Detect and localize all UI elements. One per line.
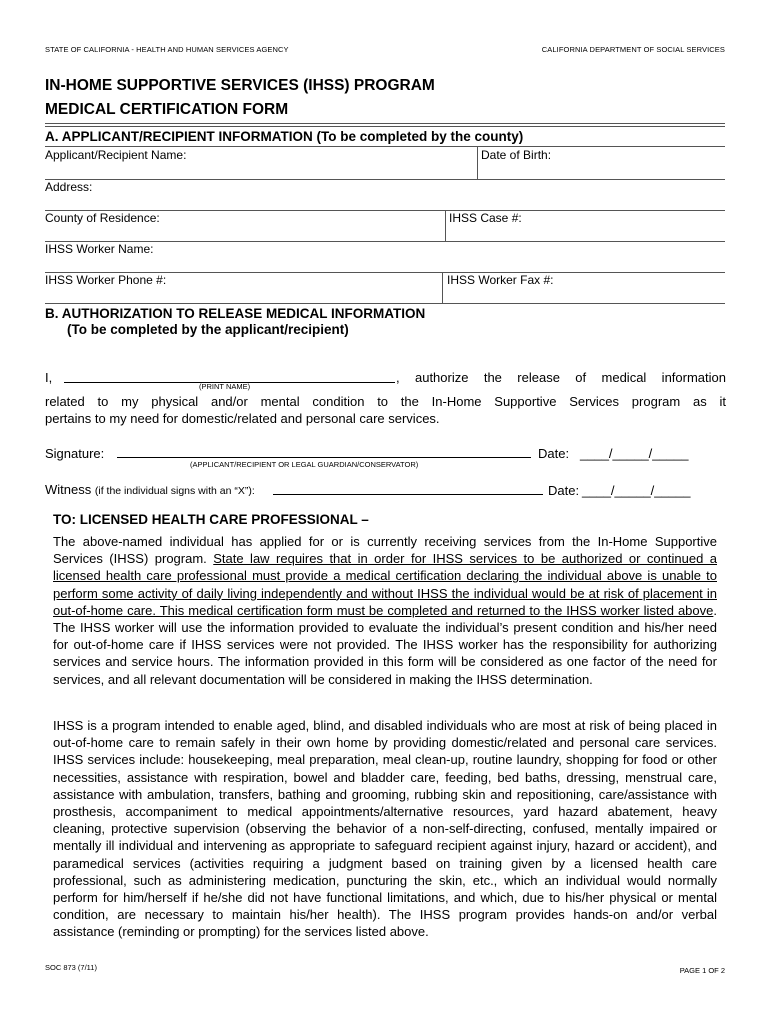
witness-label-group [45,482,255,497]
witness-note: (if the individual signs with an “X”): [94,485,255,497]
witness-date-label: Date: [548,483,580,498]
p1-rest: . The IHSS worker will use the information provided to evaluate the individual’s present condition and his/her need for out-of-home care if IHSS services were not provided. The IHSS worker has the responsibility for authorizing services and service hours. The information provided in this form will be considered as one factor of the need for services, and all relevant documentation will be considered in making the IHSS determination. [53,602,717,687]
section-a-rule-top2 [45,126,725,127]
signature-date-label: Date: [538,446,570,461]
to-heading: TO: LICENSED HEALTH CARE PROFESSIONAL – [53,512,369,527]
witness-line[interactable] [273,494,543,495]
signature-label: Signature: [45,446,105,461]
case-label: IHSS Case #: [449,211,522,225]
to-paragraph-1 [53,533,717,688]
section-a-rule [45,146,725,147]
form-title-line1: IN-HOME SUPPORTIVE SERVICES (IHSS) PROGRAM [45,77,435,94]
page-number: PAGE 1 OF 2 [679,966,725,975]
form-id: SOC 873 (7/11) [45,963,97,972]
section-b-heading: B. AUTHORIZATION TO RELEASE MEDICAL INFORMATION [45,306,426,321]
dob-divider [477,146,478,179]
worker-fax-label: IHSS Worker Fax #: [447,273,554,287]
case-divider [445,210,446,241]
witness-label: Witness [45,482,92,497]
address-label: Address: [45,180,93,194]
related-line-1: related to my physical and/or mental condition to the In-Home Supportive Services program as it [45,394,726,409]
section-a-heading: A. APPLICANT/RECIPIENT INFORMATION (To be completed by the county) [45,129,524,144]
worker-name-label: IHSS Worker Name: [45,242,154,256]
county-label: County of Residence: [45,211,160,225]
to-paragraph-2: IHSS is a program intended to enable aged, blind, and disabled individuals who are most at risk of being placed in out-of-home care to remain safely in their own home by providing domestic/related and personal care services. IHSS services include: housekeeping, meal preparation, meal clean-up, routine laundry, shopping for food or other necessities, assistance with respiration, bowel and bladder care, feeding, bed baths, dressing, menstrual care, assistance with ambulation, transfers, bathing and grooming, rubbing skin and repositioning, care/assistance with prosthesis, accompaniment to medical appointments/alternative resources, yard hazard abatement, heavy cleaning, protective supervision (observing the behavior of a non-self-directing, confused, mentally impaired or mentally ill individual and intervening as appropriate to safeguard recipient against injury, hazard or accident), and paramedical services (activities requiring a judgment based on training given by a licensed health care professional, such as administering medication, puncturing the skin, etc., which an individual would normally perform for him/herself if he/she did not have functional limitations, and which, due to his/her physical or mental condition, are necessary to maintain his/her health). The IHSS program provides hands-on and/or verbal assistance (reminding or prompting) for the services listed above. [53,718,717,940]
agency-left: STATE OF CALIFORNIA - HEALTH AND HUMAN SERVICES AGENCY [45,45,289,54]
form-title-line2: MEDICAL CERTIFICATION FORM [45,101,289,118]
section-a-rule-top [45,123,725,124]
worker-phone-label: IHSS Worker Phone #: [45,273,167,287]
related-line-2: pertains to my need for domestic/related and personal care services. [45,411,440,426]
p1-intro: The above-named individual has applied for or is currently receiving services from the In-Home Supportive Services (IHSS) program. [53,534,717,567]
signature-line[interactable] [117,457,531,458]
witness-date-field[interactable]: ____/_____/_____ [582,483,691,498]
agency-right: CALIFORNIA DEPARTMENT OF SOCIAL SERVICES [541,45,725,54]
fax-divider [442,272,443,303]
signature-caption: (APPLICANT/RECIPIENT OR LEGAL GUARDIAN/CONSERVATOR) [190,460,419,469]
row-rule-5 [45,303,725,304]
p1-underlined: State law requires that in order for IHSS services to be authorized or continued a licensed health care professional must provide a medical certification declaring the individual above is unable to perform some activity of daily living independently and without IHSS the individual would be at risk of placement in out-of-home care. This medical certification form must be completed and returned to the IHSS worker listed above [53,551,718,618]
print-name-caption: (PRINT NAME) [199,382,251,391]
applicant-name-label: Applicant/Recipient Name: [45,148,187,162]
dob-label: Date of Birth: [481,148,552,162]
row-rule-1 [45,179,725,180]
i-label: I, [45,370,53,385]
section-b-subheading: (To be completed by the applicant/recipient) [67,322,349,337]
signature-date-field[interactable]: ____/_____/_____ [580,446,689,461]
authorize-text: , authorize the release of medical information [396,370,726,385]
